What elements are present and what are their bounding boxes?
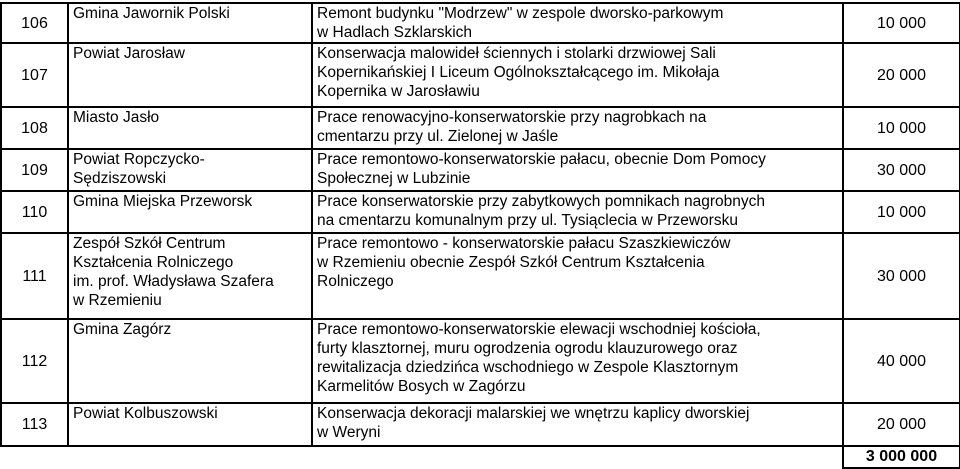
task-line: Prace remontowo-konserwatorskie pałacu, obecnie Dom Pomocy — [317, 151, 766, 168]
row-number: 108 — [1, 107, 68, 149]
beneficiary-cell — [68, 191, 312, 233]
task-line: Konserwacja dekoracji malarskiej we wnętrzu kaplicy dworskiej — [317, 405, 750, 422]
task-line: Kopernika w Jarosławiu — [317, 83, 480, 100]
beneficiary-line: Kształcenia Rolniczego — [73, 254, 234, 271]
row-number: 113 — [1, 403, 68, 446]
beneficiary-line: Gmina Miejska Przeworsk — [73, 193, 253, 210]
beneficiary-line: im. prof. Władysława Szafera — [73, 273, 274, 290]
beneficiary-line: Miasto Jasło — [73, 109, 160, 126]
beneficiary-cell — [68, 149, 312, 191]
row-number: 109 — [1, 149, 68, 191]
task-cell — [312, 319, 843, 403]
task-line: Remont budynku "Modrzew" w zespole dworsko-parkowym — [317, 5, 724, 22]
beneficiary-line: Powiat Jarosław — [73, 45, 185, 62]
amount-cell: 30 000 — [843, 233, 960, 319]
task-cell — [312, 233, 843, 319]
task-line: w Hadlach Szklarskich — [317, 24, 473, 41]
row-number: 110 — [1, 191, 68, 233]
task-cell — [312, 191, 843, 233]
task-line: furty klasztornej, muru ogrodzenia ogrodu klauzurowego oraz — [317, 340, 738, 357]
amount-cell: 20 000 — [843, 403, 960, 446]
table-row — [1, 403, 960, 446]
task-line: rewitalizacja dziedzińca wschodniego w Zespole Klasztornym — [317, 359, 739, 376]
grants-table-body — [1, 3, 960, 468]
row-number: 107 — [1, 43, 68, 107]
task-line: w Weryni — [317, 424, 381, 441]
grants-table — [0, 2, 960, 469]
beneficiary-cell — [68, 319, 312, 403]
total-row — [1, 446, 960, 468]
task-line: Karmelitów Bosych w Zagórzu — [317, 378, 526, 395]
table-row — [1, 149, 960, 191]
beneficiary-line: Gmina Jawornik Polski — [73, 5, 230, 22]
beneficiary-cell — [68, 43, 312, 107]
task-line: Prace remontowo-konserwatorskie elewacji wschodniej kościoła, — [317, 321, 761, 338]
task-cell — [312, 3, 843, 43]
beneficiary-cell — [68, 233, 312, 319]
task-line: Konserwacja malowideł ściennych i stolarki drzwiowej Sali — [317, 45, 716, 62]
row-number: 106 — [1, 3, 68, 43]
task-line: Prace remontowo - konserwatorskie pałacu Szaszkiewiczów — [317, 235, 731, 252]
task-line: Rolniczego — [317, 273, 394, 290]
row-number: 111 — [1, 233, 68, 319]
table-row — [1, 233, 960, 319]
beneficiary-line: Sędziszowski — [73, 170, 167, 187]
amount-cell: 10 000 — [843, 107, 960, 149]
row-number: 112 — [1, 319, 68, 403]
beneficiary-line: w Rzemieniu — [73, 292, 162, 309]
beneficiary-line: Zespół Szkół Centrum — [73, 235, 226, 252]
total-spacer — [1, 446, 843, 468]
table-row — [1, 107, 960, 149]
task-line: Prace renowacyjno-konserwatorskie przy nagrobkach na — [317, 109, 707, 126]
amount-cell: 10 000 — [843, 3, 960, 43]
amount-cell: 40 000 — [843, 319, 960, 403]
beneficiary-line: Powiat Ropczycko- — [73, 151, 205, 168]
amount-cell: 30 000 — [843, 149, 960, 191]
amount-cell: 20 000 — [843, 43, 960, 107]
total-amount: 3 000 000 — [843, 446, 960, 468]
task-line: Prace konserwatorskie przy zabytkowych pomnikach nagrobnych — [317, 193, 765, 210]
table-row — [1, 191, 960, 233]
beneficiary-cell — [68, 107, 312, 149]
task-cell — [312, 403, 843, 446]
beneficiary-line: Powiat Kolbuszowski — [73, 405, 218, 422]
beneficiary-cell — [68, 3, 312, 43]
beneficiary-line: Gmina Zagórz — [73, 321, 172, 338]
amount-cell: 10 000 — [843, 191, 960, 233]
beneficiary-cell — [68, 403, 312, 446]
table-row — [1, 43, 960, 107]
task-cell — [312, 107, 843, 149]
task-line: w Rzemieniu obecnie Zespół Szkół Centrum Kształcenia — [317, 254, 705, 271]
table-row — [1, 319, 960, 403]
task-cell — [312, 149, 843, 191]
task-line: na cmentarzu komunalnym przy ul. Tysiąclecia w Przeworsku — [317, 212, 738, 229]
table-row — [1, 3, 960, 43]
task-line: cmentarzu przy ul. Zielonej w Jaśle — [317, 128, 559, 145]
task-line: Społecznej w Lubzinie — [317, 170, 471, 187]
task-line: Kopernikańskiej I Liceum Ogólnokształcącego im. Mikołaja — [317, 64, 720, 81]
task-cell — [312, 43, 843, 107]
